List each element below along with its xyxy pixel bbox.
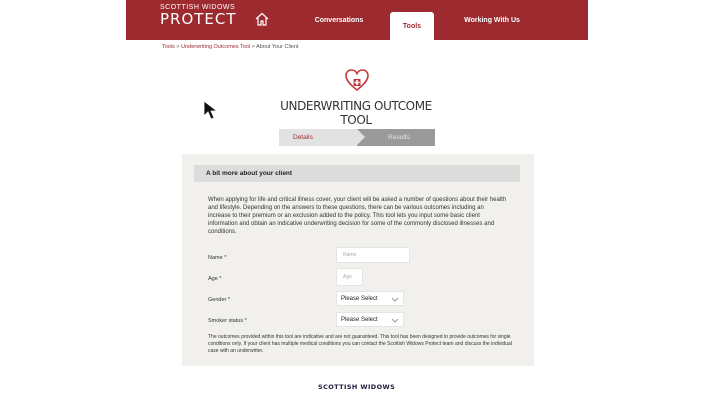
nav-working-with-us[interactable]: Working With Us (464, 16, 520, 24)
top-header (126, 0, 588, 40)
brand-line2: PROTECT (160, 10, 237, 28)
breadcrumb-tools[interactable]: Tools (162, 44, 175, 50)
name-label: Name * (208, 255, 227, 261)
disclaimer-text: The outcomes provided within this tool are indicative and are not guaranteed. This tool has been designed to provide outcomes for single conditions only. If your client has multiple medical conditions you can contact the Scottish Widows Protect team and discuss the individual case with an underwriter. (208, 334, 512, 354)
step-details[interactable]: Details (279, 129, 357, 146)
smoker-label: Smoker status * (208, 318, 247, 324)
age-input[interactable]: Age (336, 268, 363, 286)
brand-line1: SCOTTISH WIDOWS (160, 4, 236, 11)
step-results[interactable]: Results (357, 129, 435, 146)
gender-select[interactable] (336, 291, 404, 306)
brand-logo[interactable] (160, 4, 237, 27)
breadcrumb (162, 44, 299, 50)
breadcrumb-current: About Your Client (256, 44, 299, 50)
chevron-down-icon (391, 295, 399, 303)
smoker-select[interactable] (336, 312, 404, 327)
page-title: UNDERWRITING OUTCOME TOOL (280, 99, 432, 127)
nav-tools[interactable]: Tools (390, 12, 434, 40)
breadcrumb-separator: > (176, 44, 182, 50)
chevron-down-icon (391, 316, 399, 324)
step-arrow (357, 129, 365, 145)
breadcrumb-separator: > (251, 44, 257, 50)
name-input[interactable]: Name (336, 247, 410, 263)
home-icon[interactable] (254, 12, 270, 26)
smoker-select-value: Please Select (341, 316, 378, 323)
intro-text: When applying for life and critical illness cover, your client will be asked a number of questions about their health and lifestyle. Depending on the answers to these questions, there can be various outcomes including an increase to their premium or an exclusion added to the policy. This tool lets you input some basic client information and obtain an indicative underwriting decision for some of the commonly disclosed illnesses and conditions. (208, 197, 507, 235)
age-label: Age * (208, 276, 222, 282)
breadcrumb-underwriting-tool[interactable]: Underwriting Outcomes Tool (181, 44, 251, 50)
nav-conversations[interactable]: Conversations (314, 16, 364, 24)
client-form-panel (182, 154, 534, 366)
mouse-pointer-icon (203, 100, 219, 120)
footer-logo: SCOTTISH WIDOWS (318, 383, 396, 391)
gender-select-value: Please Select (341, 295, 378, 302)
step-tabs (279, 129, 435, 146)
gender-label: Gender * (208, 297, 231, 303)
heart-cross-icon (344, 67, 370, 93)
section-heading: A bit more about your client (194, 165, 520, 182)
